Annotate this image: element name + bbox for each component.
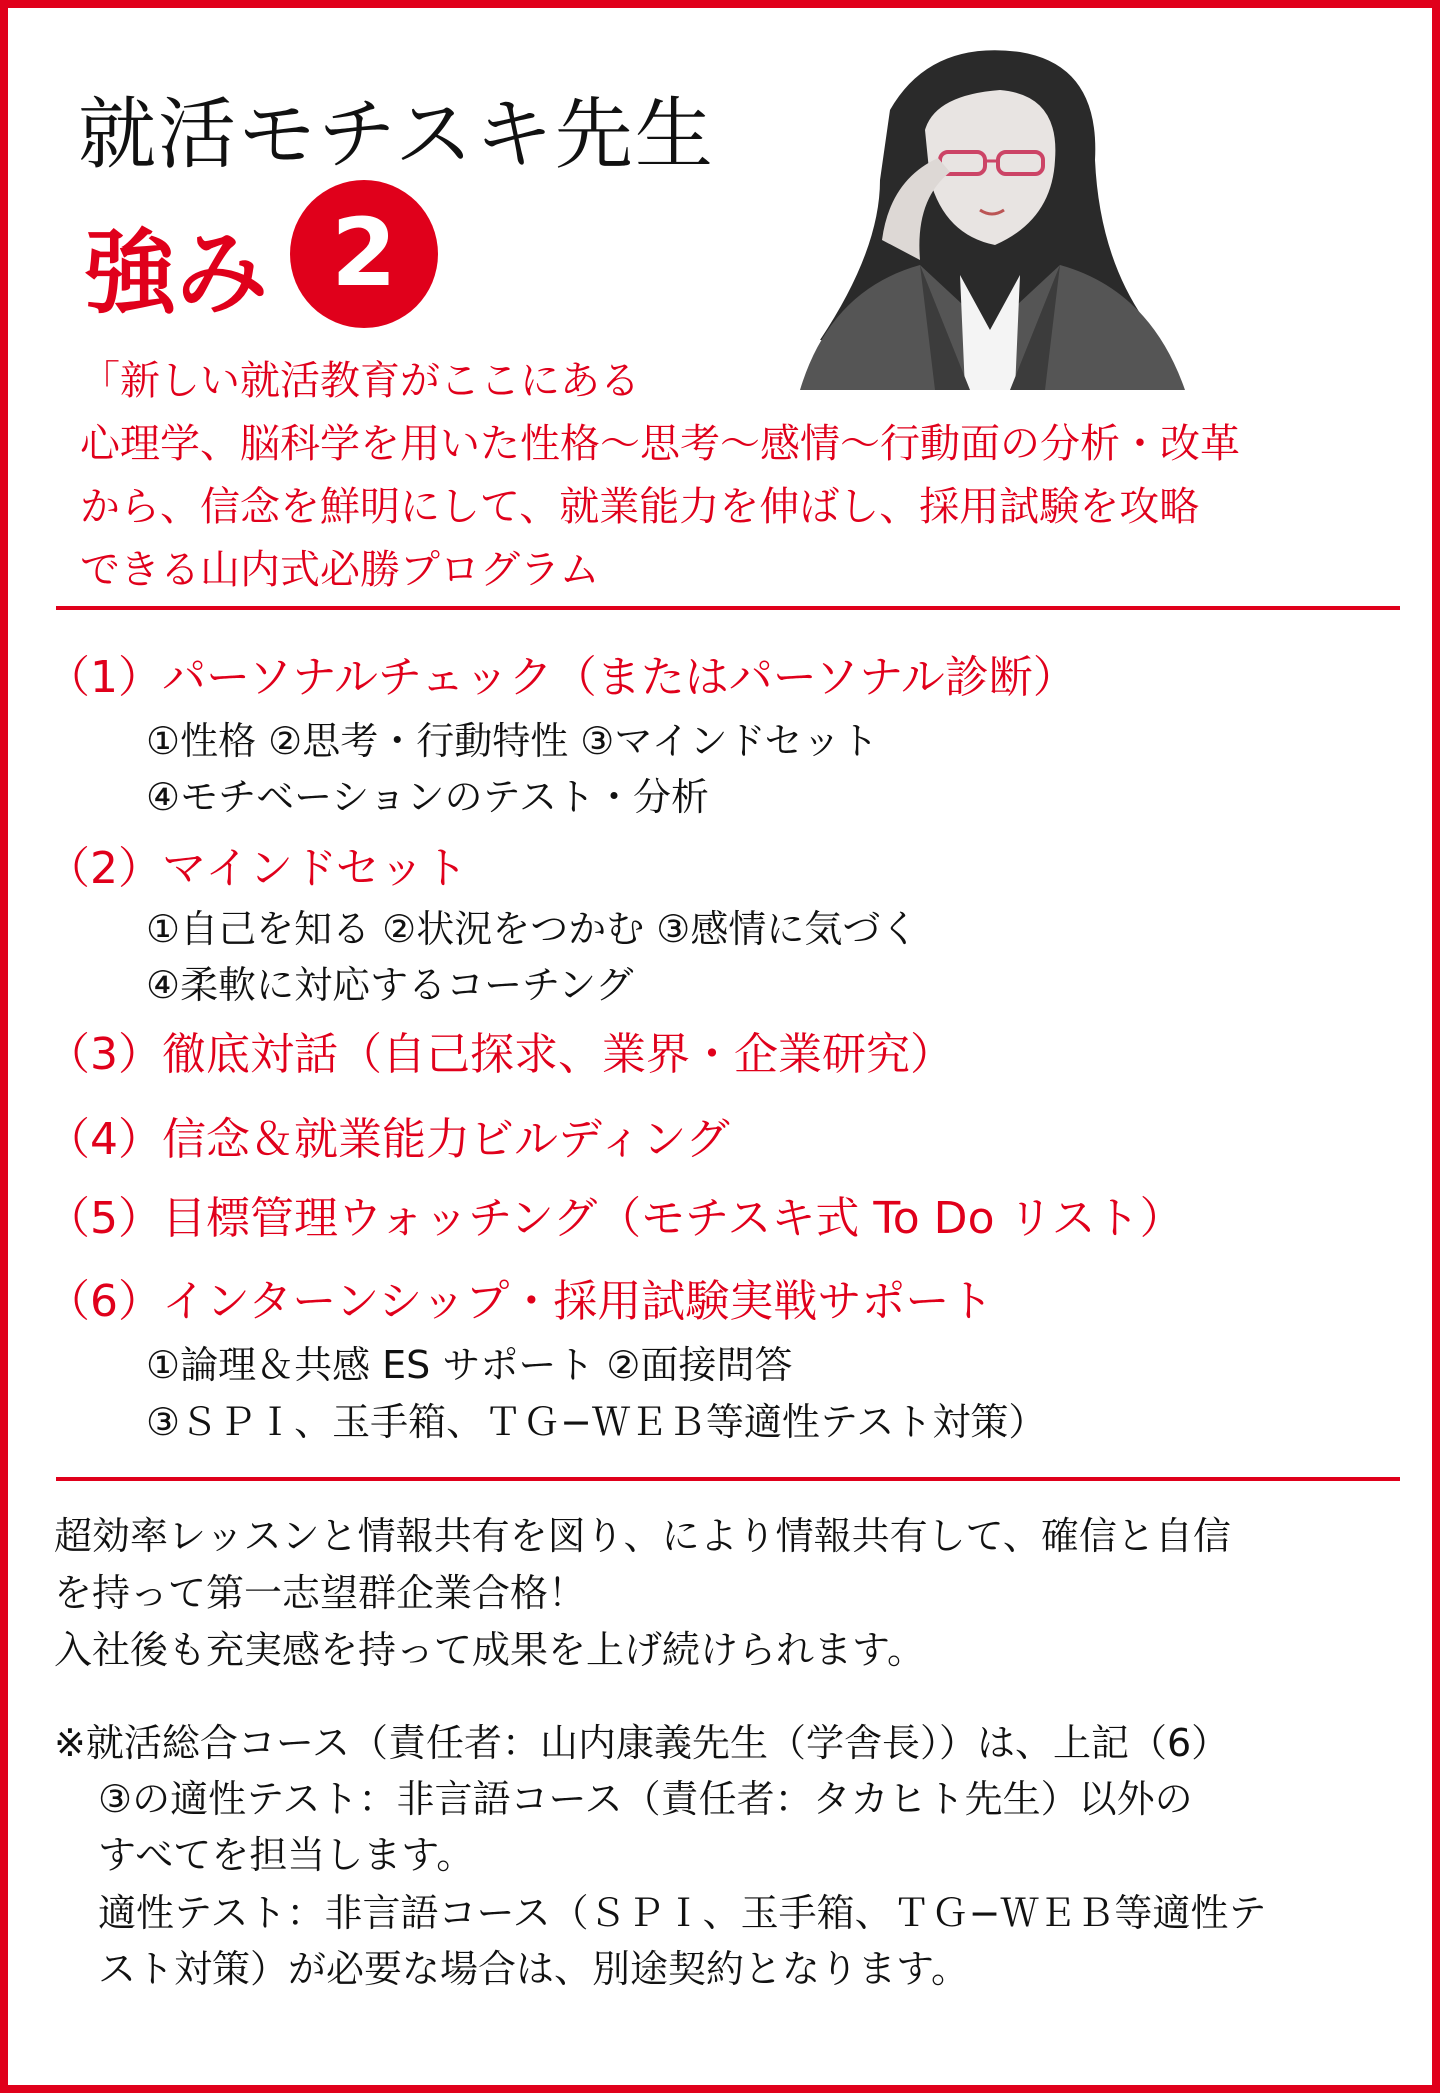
section-heading-3: （3）徹底対話（自己探求、業界・企業研究）: [46, 1029, 954, 1080]
strength-number-badge: 2: [290, 180, 438, 328]
intro-line: できる山内式必勝プログラム: [80, 547, 600, 593]
closing-line: 入社後も充実感を持って成果を上げ続けられます。: [54, 1628, 925, 1672]
section-1-item: ①性格 ②思考・行動特性 ③マインドセット: [146, 719, 879, 763]
intro-line: 心理学、脳科学を用いた性格〜思考〜感情〜行動面の分析・改革: [80, 421, 1240, 467]
intro-text: [80, 350, 1240, 602]
intro-line: 「新しい就活教育がここにある: [80, 358, 640, 404]
section-heading-5: （5）目標管理ウォッチング（モチスキ式 To Do リスト）: [46, 1193, 1184, 1244]
page-title: 就活モチスキ先生: [78, 90, 715, 180]
note-line: 適性テスト：非言語コース（ＳＰＩ、玉手箱、ＴＧ−ＷＥＢ等適性テ: [98, 1891, 1267, 1935]
closing-text: [54, 1508, 1231, 1679]
section-heading-1: （1）パーソナルチェック（またはパーソナル診断）: [46, 652, 1077, 703]
divider-top: [56, 606, 1400, 610]
section-heading-2: （2）マインドセット: [46, 843, 468, 894]
section-1-item: ④モチベーションのテスト・分析: [146, 775, 710, 819]
teacher-illustration: [770, 40, 1190, 390]
section-heading-4: （4）信念＆就業能力ビルディング: [46, 1114, 730, 1165]
intro-line: から、信念を鮮明にして、就業能力を伸ばし、採用試験を攻略: [80, 484, 1200, 530]
closing-line: 超効率レッスンと情報共有を図り、により情報共有して、確信と自信: [54, 1514, 1231, 1558]
note-line: すべてを担当します。: [98, 1833, 475, 1877]
section-6-item: ③ＳＰＩ、玉手箱、ＴＧ−ＷＥＢ等適性テスト対策）: [146, 1400, 1047, 1444]
strength-label: 強み: [84, 220, 269, 327]
section-2-item: ④柔軟に対応するコーチング: [146, 963, 634, 1007]
note-line: スト対策）が必要な場合は、別途契約となります。: [98, 1947, 969, 1991]
note-line: ③の適性テスト：非言語コース（責任者：タカヒト先生）以外の: [98, 1777, 1193, 1821]
section-6-item: ①論理＆共感 ES サポート ②面接問答: [146, 1343, 793, 1387]
closing-line: を持って第一志望群企業合格！: [54, 1571, 587, 1615]
section-2-item: ①自己を知る ②状況をつかむ ③感情に気づく: [146, 907, 919, 951]
divider-bottom: [56, 1477, 1400, 1481]
note-line: ※就活総合コース（責任者：山内康義先生（学舎長））は、上記（6）: [54, 1721, 1230, 1765]
section-heading-6: （6）インターンシップ・採用試験実戦サポート: [46, 1276, 994, 1327]
